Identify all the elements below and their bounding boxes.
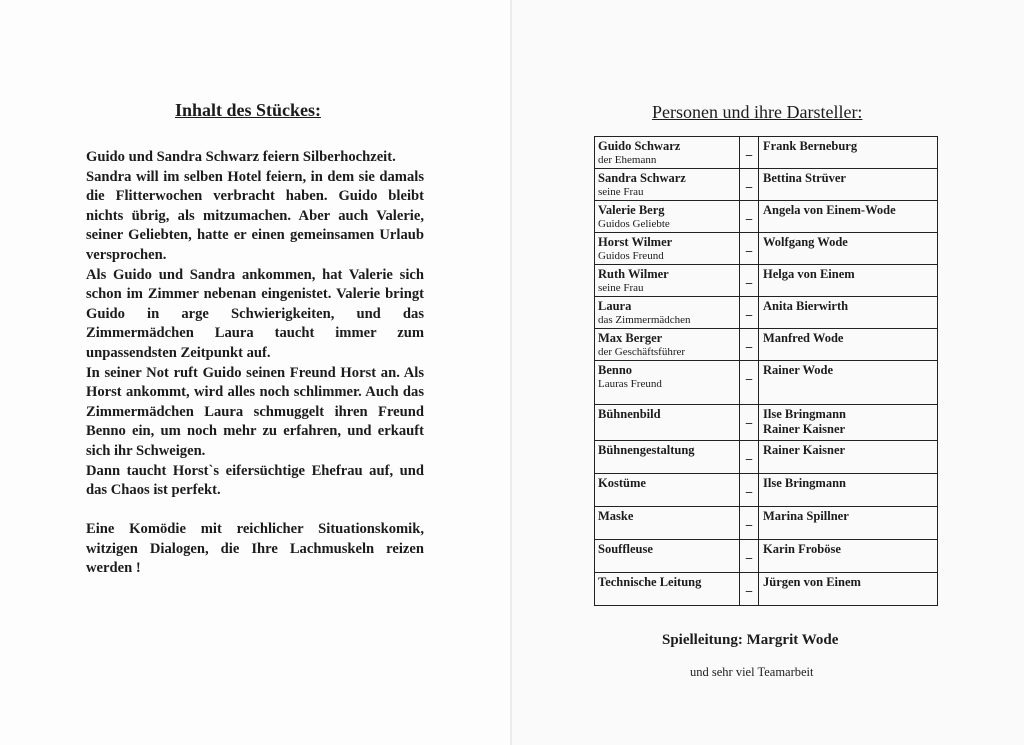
separator-dash: _ [740,297,759,329]
crew-row [595,405,938,441]
role-name: Souffleuse [598,542,653,556]
actor-name: Rainer Kaisner [759,441,938,474]
separator-dash: _ [740,265,759,297]
separator-dash: _ [740,405,759,441]
crew-row [595,540,938,573]
cast-row [595,297,938,329]
actor-name: Bettina Strüver [759,169,938,201]
actor-name: Frank Berneburg [759,137,938,169]
synopsis-paragraph: In seiner Not ruft Guido seinen Freund Horst an. Als Horst ankommt, wird alles noch schlimmer. Auch das Zimmermädchen Laura schmuggelt ihren Freund Benno ein, um noch mehr zu erfahren, und erkauft sich ihr Schweigen. [86,364,424,459]
crew-row [595,573,938,606]
synopsis-text [86,148,424,579]
separator-dash: _ [740,507,759,540]
role-cell [595,265,740,297]
cast-title: Personen und ihre Darsteller: [652,102,863,122]
actor-name: Rainer Wode [759,361,938,405]
separator-dash: _ [740,540,759,573]
role-description: der Ehemann [598,154,657,166]
synopsis-paragraph: Guido und Sandra Schwarz feiern Silberhochzeit. [86,149,396,165]
actor-name: Manfred Wode [759,329,938,361]
cast-row [595,233,938,265]
role-cell [595,137,740,169]
role-name: Bühnengestaltung [598,443,695,457]
role-description: Guidos Geliebte [598,218,670,230]
role-description: Lauras Freund [598,378,662,390]
separator-dash: _ [740,361,759,405]
role-cell [595,405,740,441]
actor-name: Marina Spillner [759,507,938,540]
cast-row [595,201,938,233]
actor-name: Wolfgang Wode [759,233,938,265]
teamwork-note: und sehr viel Teamarbeit [690,665,814,679]
actor-name: Karin Froböse [759,540,938,573]
cast-row [595,137,938,169]
separator-dash: _ [740,441,759,474]
cast-row [595,329,938,361]
cast-row [595,169,938,201]
role-name: Maske [598,509,634,523]
role-cell [595,361,740,405]
synopsis-paragraph: Eine Komödie mit reichlicher Situationskomik, witzigen Dialogen, die Ihre Lachmuskeln reizen werden ! [86,521,424,577]
role-description: seine Frau [598,186,644,198]
separator-dash: _ [740,169,759,201]
role-description: Guidos Freund [598,250,664,262]
cast-row [595,361,938,405]
role-cell [595,201,740,233]
actor-name: Ilse Bringmann [759,474,938,507]
role-cell [595,474,740,507]
actor-name: Anita Bierwirth [759,297,938,329]
role-cell [595,169,740,201]
role-cell [595,441,740,474]
separator-dash: _ [740,474,759,507]
actor-name: Angela von Einem-Wode [759,201,938,233]
role-name: Max Berger [598,331,663,345]
synopsis-paragraph: Dann taucht Horst`s eifersüchtige Ehefrau auf, und das Chaos ist perfekt. [86,462,424,499]
role-name: Bühnenbild [598,407,661,421]
role-name: Valerie Berg [598,203,665,217]
crew-row [595,474,938,507]
role-description: das Zimmermädchen [598,314,691,326]
separator-dash: _ [740,137,759,169]
role-name: Kostüme [598,476,646,490]
separator-dash: _ [740,573,759,606]
role-name: Ruth Wilmer [598,267,669,281]
role-name: Sandra Schwarz [598,171,686,185]
separator-dash: _ [740,233,759,265]
cast-table [594,136,938,606]
actor-name: Ilse Bringmann Rainer Kaisner [759,405,938,441]
cast-row [595,265,938,297]
role-cell [595,297,740,329]
role-name: Technische Leitung [598,575,702,589]
role-cell [595,540,740,573]
role-description: der Geschäftsführer [598,346,686,358]
separator-dash: _ [740,201,759,233]
actor-name: Helga von Einem [759,265,938,297]
director-credit: Spielleitung: Margrit Wode [662,632,839,648]
separator-dash: _ [740,329,759,361]
role-cell [595,233,740,265]
synopsis-paragraph: Als Guido und Sandra ankommen, hat Valerie sich schon im Zimmer nebenan eingenistet. Valerie bringt Guido in arge Schwierigkeiten, und das Zimmermädchen Laura taucht immer zum unpassendsten Zeitpunkt auf. [86,266,424,361]
role-name: Horst Wilmer [598,235,673,249]
actor-name: Jürgen von Einem [759,573,938,606]
paragraph-spacer [86,501,424,521]
role-cell [595,329,740,361]
role-description: seine Frau [598,282,644,294]
role-cell [595,507,740,540]
role-cell [595,573,740,606]
role-name: Guido Schwarz [598,139,681,153]
synopsis-paragraph: Sandra will im selben Hotel feiern, in dem sie damals die Flitterwochen verbracht haben. Guido bleibt nichts übrig, als mitzumachen. Aber auch Valerie, seiner Geliebten, hatte er einen gemeinsamen Urlaub versprochen. [86,168,424,263]
crew-row [595,441,938,474]
role-name: Laura [598,299,632,313]
synopsis-title: Inhalt des Stückes: [175,100,322,120]
role-name: Benno [598,363,633,377]
crew-row [595,507,938,540]
